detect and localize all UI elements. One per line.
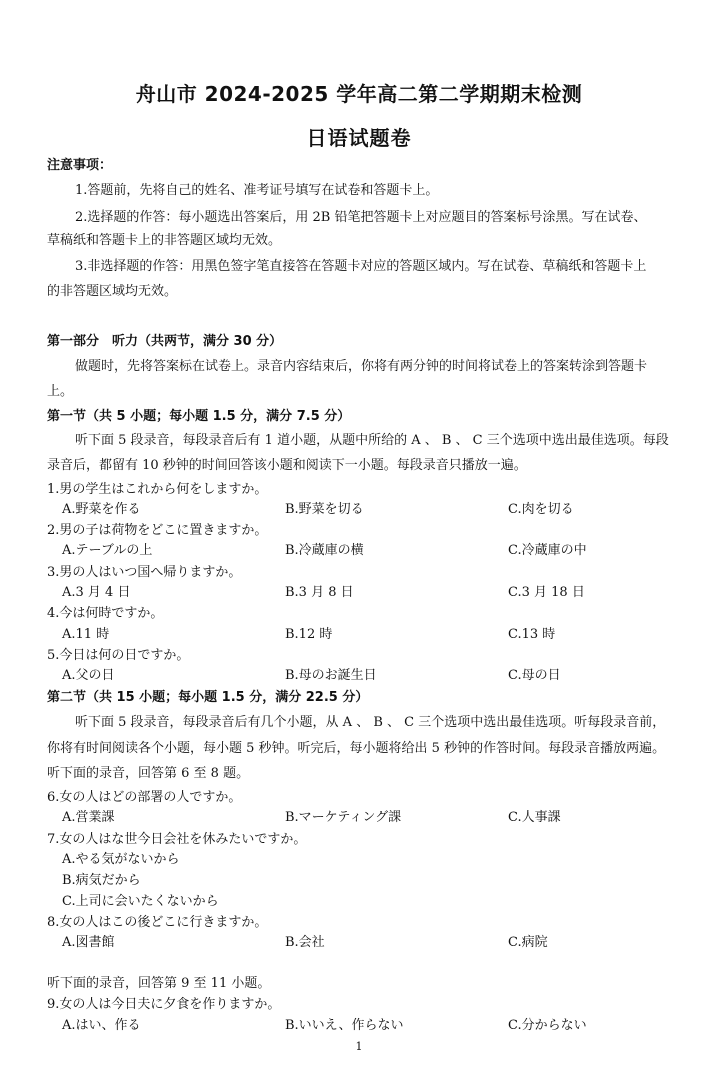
question-5: 5.今日は何の日ですか。 <box>47 648 190 663</box>
q4-option-c: C.13 時 <box>508 627 556 642</box>
question-7: 7.女の人はな世今日会社を休みたいですか。 <box>47 832 307 847</box>
q5-option-b: B.母のお誕生日 <box>285 668 377 683</box>
q7-option-c: C.上司に会いたくないから <box>62 894 219 909</box>
group-instructions-6-8: 听下面的录音，回答第 6 至 8 题。 <box>47 766 250 781</box>
notice-item-2: 2.选择题的作答：每小题选出答案后，用 2B 铅笔把答题卡上对应题目的答案标号涂黑。写在试卷、 <box>75 210 647 225</box>
question-1: 1.男の学生はこれから何をしますか。 <box>47 482 268 497</box>
question-2: 2.男の子は荷物をどこに置きますか。 <box>47 523 268 538</box>
q4-option-b: B.12 時 <box>285 627 333 642</box>
page-number: 1 <box>355 1040 363 1053</box>
question-8: 8.女の人はこの後どこに行きますか。 <box>47 915 268 930</box>
q6-option-c: C.人事課 <box>508 810 561 825</box>
question-4: 4.今は何時ですか。 <box>47 606 164 621</box>
section1-heading: 第一节（共 5 小题；每小题 1.5 分，满分 7.5 分） <box>47 409 351 424</box>
section1-instructions: 听下面 5 段录音，每段录音后有 1 道小题，从题中所给的 A 、 B 、 C 三个选项中选出最佳选项。每段 <box>75 433 669 448</box>
notice-item-3: 3.非选择题的作答：用黑色签字笔直接答在答题卡对应的答题区域内。写在试卷、草稿纸和答题卡上 <box>75 259 647 274</box>
exam-title: 舟山市 2024-2025 学年高二第二学期期末检测 <box>135 82 583 106</box>
notice-item-1: 1.答题前，先将自己的姓名、准考证号填写在试卷和答题卡上。 <box>75 183 439 198</box>
q8-option-b: B.会社 <box>285 935 325 950</box>
q2-option-b: B.冷蔵庫の横 <box>285 543 364 558</box>
question-3: 3.男の人はいつ国へ帰りますか。 <box>47 565 242 580</box>
q9-option-c: C.分からない <box>508 1018 587 1033</box>
q1-option-c: C.肉を切る <box>508 502 574 517</box>
part1-instructions-cont: 上。 <box>47 384 74 399</box>
q7-option-a: A.やる気がないから <box>62 852 180 867</box>
q3-option-c: C.3 月 18 日 <box>508 585 585 600</box>
section2-instructions: 听下面 5 段录音，每段录音后有几个小题，从 A 、 B 、 C 三个选项中选出最佳选项。听每段录音前， <box>75 715 666 730</box>
exam-subtitle: 日语试题卷 <box>306 126 412 150</box>
section2-instructions-cont: 你将有时间阅读各个小题，每小题 5 秒钟。听完后，每小题将给出 5 秒钟的作答时间。每段录音播放两遍。 <box>47 741 666 756</box>
q2-option-a: A.テーブルの上 <box>62 543 153 558</box>
group-instructions-9-11: 听下面的录音，回答第 9 至 11 小题。 <box>47 976 271 991</box>
q9-option-a: A.はい、作る <box>62 1018 141 1033</box>
q4-option-a: A.11 時 <box>62 627 110 642</box>
q6-option-a: A.営業課 <box>62 810 115 825</box>
q3-option-b: B.3 月 8 日 <box>285 585 354 600</box>
q6-option-b: B.マーケティング課 <box>285 810 402 825</box>
question-9: 9.女の人は今日夫に夕食を作りますか。 <box>47 997 281 1012</box>
q5-option-a: A.父の日 <box>62 668 115 683</box>
part1-instructions: 做题时，先将答案标在试卷上。录音内容结束后，你将有两分钟的时间将试卷上的答案转涂到答题卡 <box>75 359 648 374</box>
q7-option-b: B.病気だから <box>62 873 141 888</box>
notice-item-2-cont: 草稿纸和答题卡上的非答题区域均无效。 <box>47 233 282 248</box>
q8-option-a: A.図書館 <box>62 935 115 950</box>
notice-heading: 注意事项： <box>47 158 113 173</box>
section1-instructions-cont: 录音后，都留有 10 秒钟的时间回答该小题和阅读下一小题。每段录音只播放一遍。 <box>47 458 527 473</box>
q9-option-b: B.いいえ、作らない <box>285 1018 404 1033</box>
part1-heading: 第一部分 听力（共两节，满分 30 分） <box>47 334 283 349</box>
q1-option-a: A.野菜を作る <box>62 502 141 517</box>
q1-option-b: B.野菜を切る <box>285 502 364 517</box>
q2-option-c: C.冷蔵庫の中 <box>508 543 587 558</box>
notice-item-3-cont: 的非答题区域均无效。 <box>47 284 178 299</box>
section2-heading: 第二节（共 15 小题；每小题 1.5 分，满分 22.5 分） <box>47 690 369 705</box>
q8-option-c: C.病院 <box>508 935 548 950</box>
question-6: 6.女の人はどの部署の人ですか。 <box>47 790 242 805</box>
q5-option-c: C.母の日 <box>508 668 561 683</box>
q3-option-a: A.3 月 4 日 <box>62 585 131 600</box>
